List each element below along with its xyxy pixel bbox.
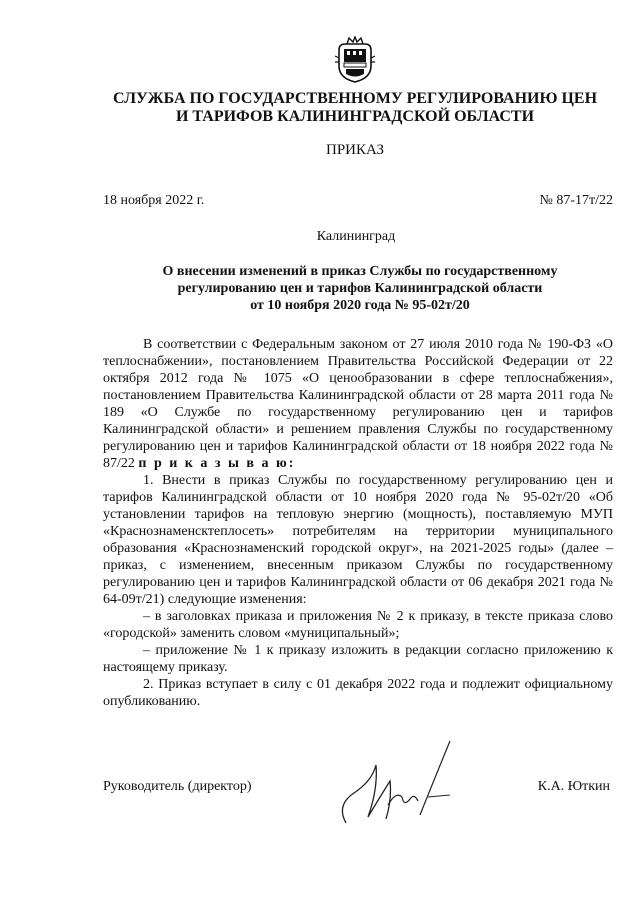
document-date: 18 ноября 2022 г.: [103, 193, 205, 208]
signer-role: Руководитель (директор): [103, 779, 252, 794]
bullet-1-paragraph: – в заголовках приказа и приложения № 2 к приказу, в тексте приказа слово «городской» заменить словом «муниципальный»;: [103, 609, 613, 641]
handwritten-signature-icon: [332, 735, 472, 835]
agency-name-line2: И ТАРИФОВ КАЛИНИНГРАДСКОЙ ОБЛАСТИ: [175, 108, 535, 125]
document-city: Калининград: [316, 229, 396, 244]
item-2-paragraph: 2. Приказ вступает в силу с 01 декабря 2022 года и подлежит официальному опубликованию.: [103, 677, 613, 709]
item-1-paragraph: 1. Внести в приказ Службы по государственному регулированию цен и тарифов Калининградской области от 10 ноября 2020 года № 95-02т/20 «Об установлении тарифов на тепловую энергию (мощность), поставляемую МУП «Краснознаменсктеплосеть» потребителям на территории муниципального образования «Краснознаменский городской округ», на 2021-2025 годы» (далее – приказ, с изменением, внесенным приказом Службы по государственному регулированию цен и тарифов Калининградской области от 06 декабря 2021 года № 64-09т/21) следующие изменения:: [103, 473, 613, 607]
agency-name: [60, 90, 640, 126]
signer-name: К.А. Юткин: [537, 779, 610, 794]
preamble-text: В соответствии с Федеральным законом от 27 июля 2010 года № 190-ФЗ «О теплоснабжении», постановлением Правительства Российской Федерации от 22 октября 2012 года № 1075 «О ценообразовании в сфере теплоснабжения», постановлением Правительства Калининградской области от 28 марта 2011 года № 189 «О Службе по государственному регулированию цен и тарифов Калининградской области» и решением правления Службы по государственному регулированию цен и тарифов Калининградской области от 18 ноября 2022 года № 87/22: [103, 337, 613, 471]
document-title: [120, 263, 600, 314]
agency-name-line1: СЛУЖБА ПО ГОСУДАРСТВЕННОМУ РЕГУЛИРОВАНИЮ ЦЕН: [112, 90, 598, 107]
bullet-2-paragraph: – приложение № 1 к приказу изложить в редакции согласно приложению к настоящему приказу.: [103, 643, 613, 675]
title-line3: от 10 ноября 2020 года № 95-02т/20: [250, 298, 470, 313]
title-line1: О внесении изменений в приказ Службы по государственному: [162, 264, 558, 279]
title-line2: регулированию цен и тарифов Калининградской области: [177, 281, 543, 296]
document-number: № 87-17т/22: [539, 193, 613, 208]
kaliningrad-coat-of-arms-icon: [333, 36, 377, 84]
document-type: ПРИКАЗ: [326, 142, 384, 158]
preamble-paragraph: [103, 336, 613, 472]
document-body: [103, 336, 613, 710]
order-word: п р и к а з ы в а ю:: [138, 456, 296, 471]
